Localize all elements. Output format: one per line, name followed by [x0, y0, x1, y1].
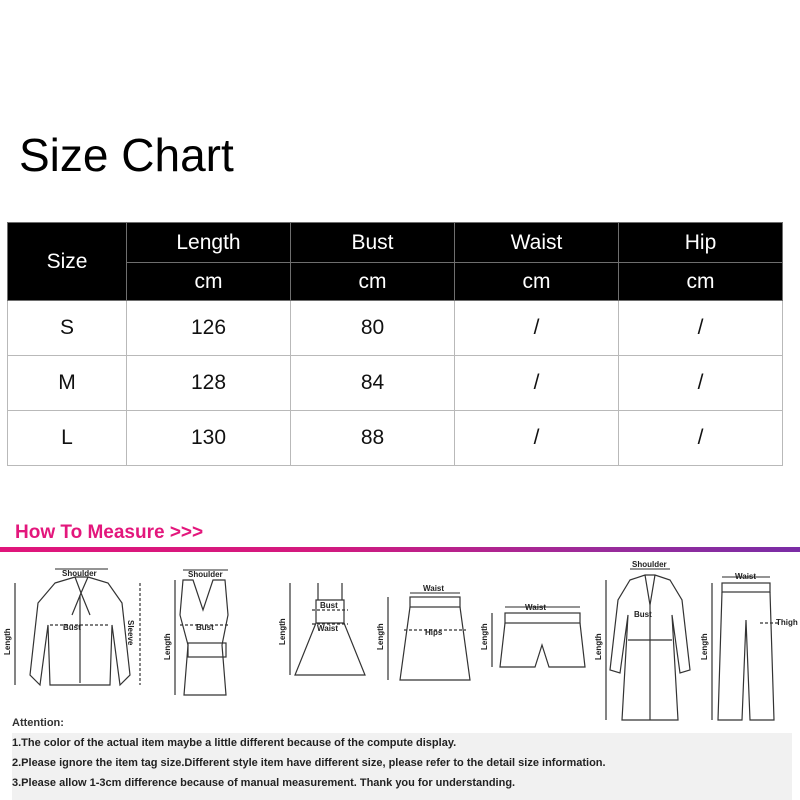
waist-cell: /: [455, 301, 619, 356]
size-cell: L: [8, 411, 127, 466]
waist-label: Waist: [735, 572, 757, 581]
size-cell: S: [8, 301, 127, 356]
shoulder-label: Shoulder: [188, 570, 223, 579]
shoulder-label: Shoulder: [62, 569, 97, 578]
length-label: Length: [163, 633, 172, 660]
skirt-illustration: [376, 584, 470, 680]
attention-notes: [12, 733, 792, 800]
size-column-header: Size: [8, 223, 127, 301]
length-column-header: Length: [127, 223, 291, 263]
hip-cell: /: [619, 301, 783, 356]
waist-cell: /: [455, 411, 619, 466]
thigh-label: Thigh: [776, 618, 798, 627]
length-unit: cm: [127, 263, 291, 301]
hip-cell: /: [619, 411, 783, 466]
hip-cell: /: [619, 356, 783, 411]
bust-label: Bust: [196, 623, 214, 632]
coat-illustration: [594, 560, 690, 720]
bust-column-header: Bust: [291, 223, 455, 263]
waist-unit: cm: [455, 263, 619, 301]
blouse-illustration: [3, 569, 140, 685]
size-cell: M: [8, 356, 127, 411]
length-label: Length: [278, 618, 287, 645]
table-row: [8, 301, 783, 356]
trousers-illustration: [700, 572, 798, 720]
table-row: [8, 356, 783, 411]
note-item: 3.Please allow 1-3cm difference because of manual measurement. Thank you for understanding.: [12, 777, 516, 789]
bust-cell: 88: [291, 411, 455, 466]
length-label: Length: [376, 623, 385, 650]
waist-label: Waist: [525, 603, 547, 612]
bust-label: Bust: [634, 610, 652, 619]
hips-label: Hips: [425, 628, 443, 637]
length-cell: 128: [127, 356, 291, 411]
waist-column-header: Waist: [455, 223, 619, 263]
length-label: Length: [594, 633, 603, 660]
shorts-illustration: [480, 603, 585, 667]
table-row: [8, 411, 783, 466]
hip-column-header: Hip: [619, 223, 783, 263]
attention-heading: Attention:: [12, 717, 64, 729]
tank-top-illustration: [163, 570, 230, 695]
length-label: Length: [480, 623, 489, 650]
length-cell: 130: [127, 411, 291, 466]
bust-unit: cm: [291, 263, 455, 301]
waist-label: Waist: [317, 624, 339, 633]
sleeve-label: Sleeve: [126, 620, 135, 646]
bust-cell: 84: [291, 356, 455, 411]
length-cell: 126: [127, 301, 291, 356]
section-divider: [0, 547, 800, 552]
note-item: 2.Please ignore the item tag size.Different style item have different size, please refer to the detail size information.: [12, 757, 606, 769]
waist-label: Waist: [423, 584, 445, 593]
length-label: Length: [3, 628, 12, 655]
measurement-illustrations: [0, 555, 800, 725]
how-to-measure-heading: How To Measure >>>: [15, 522, 204, 543]
dress-illustration: [278, 583, 365, 675]
note-item: 1.The color of the actual item maybe a little different because of the compute display.: [12, 737, 457, 749]
waist-cell: /: [455, 356, 619, 411]
hip-unit: cm: [619, 263, 783, 301]
bust-label: Bust: [63, 623, 81, 632]
page-title: Size Chart: [19, 129, 234, 181]
bust-cell: 80: [291, 301, 455, 356]
length-label: Length: [700, 633, 709, 660]
size-table: [7, 222, 783, 466]
shoulder-label: Shoulder: [632, 560, 667, 569]
bust-label: Bust: [320, 601, 338, 610]
